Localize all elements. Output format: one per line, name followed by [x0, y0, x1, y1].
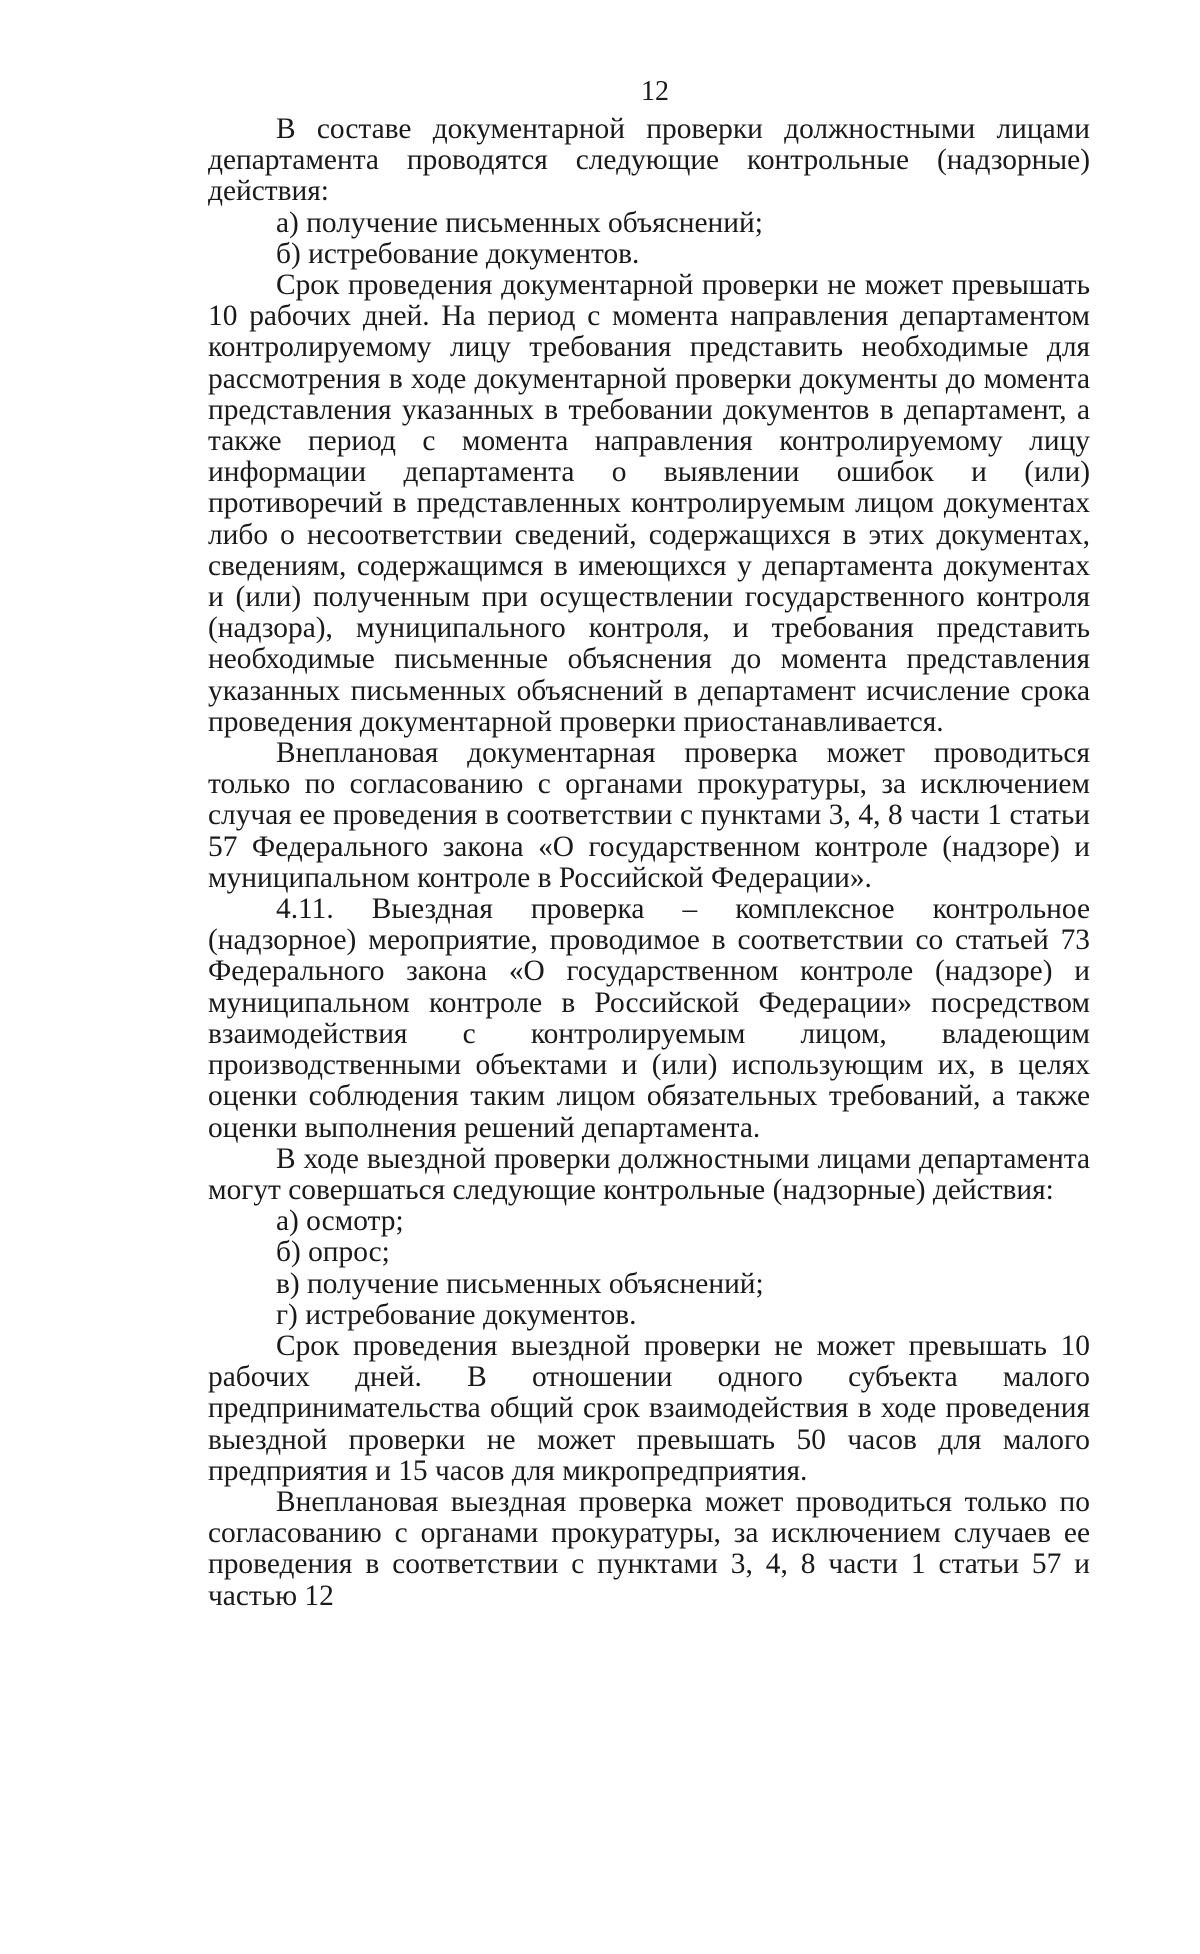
- list-item: б) истребование документов.: [276, 237, 640, 270]
- list-item: г) истребование документов.: [276, 1298, 637, 1331]
- paragraph-documentary-check-term: Срок проведения документарной проверки не может превышать 10 рабочих дней. На период с момента направления департаментом контролируемому лицу требования представить необходимые для рассмотрения в ходе документарной проверки документы до момента представления указанных в требовании документов в департамент, а также период с момента направления контролируемому лицу информации департамента о выявлении ошибок и (или) противоречий в представленных контролируемым лицом документах либо о несоответствии сведений, содержащихся в этих документах, сведениям, содержащимся в имеющихся у департамента документах и (или) полученным при осуществлении государственного контроля (надзора), муниципального контроля, и требования представить необходимые письменные объяснения до момента представления указанных письменных объяснений в департамент исчисление срока проведения документарной проверки приостанавливается.: [208, 269, 1090, 738]
- list-item: в) получение письменных объяснений;: [276, 1267, 764, 1300]
- paragraph-onsite-check-term: Срок проведения выездной проверки не может превышать 10 рабочих дней. В отношении одного субъекта малого предпринимательства общий срок взаимодействия в ходе проведения выездной проверки не может превышать 50 часов для малого предприятия и 15 часов для микропредприятия.: [208, 1329, 1090, 1487]
- paragraph-unscheduled-onsite-check: Внеплановая выездная проверка может проводиться только по согласованию с органами прокуратуры, за исключением случаев ее проведения в соответствии с пунктами 3, 4, 8 части 1 статьи 57 и частью 12: [208, 1485, 1090, 1612]
- paragraph-documentary-check-actions: В составе документарной проверки должностными лицами департамента проводятся следующие контрольные (надзорные) действия:: [208, 113, 1090, 208]
- list-item: а) осмотр;: [276, 1205, 404, 1238]
- page-number: 12: [641, 76, 669, 107]
- list-item: а) получение письменных объяснений;: [276, 206, 763, 239]
- list-item: б) опрос;: [276, 1236, 390, 1269]
- paragraph-section-4-11: 4.11. Выездная проверка – комплексное контрольное (надзорное) мероприятие, проводимое в соответствии со статьей 73 Федерального закона «О государственном контроле (надзоре) и муниципальном контроле в Российской Федерации» посредством взаимодействия с контролируемым лицом, владеющим производственными объектами и (или) использующим их, в целях оценки соблюдения таким лицом обязательных требований, а также оценки выполнения решений департамента.: [208, 893, 1090, 1144]
- paragraph-onsite-check-actions: В ходе выездной проверки должностными лицами департамента могут совершаться следующие контрольные (надзорные) действия:: [208, 1142, 1090, 1206]
- paragraph-unscheduled-documentary-check: Внеплановая документарная проверка может проводиться только по согласованию с органами прокуратуры, за исключением случая ее проведения в соответствии с пунктами 3, 4, 8 части 1 статьи 57 Федерального закона «О государственном контроле (надзоре) и муниципальном контроле в Российской Федерации».: [208, 737, 1090, 894]
- document-body: [208, 114, 1090, 1612]
